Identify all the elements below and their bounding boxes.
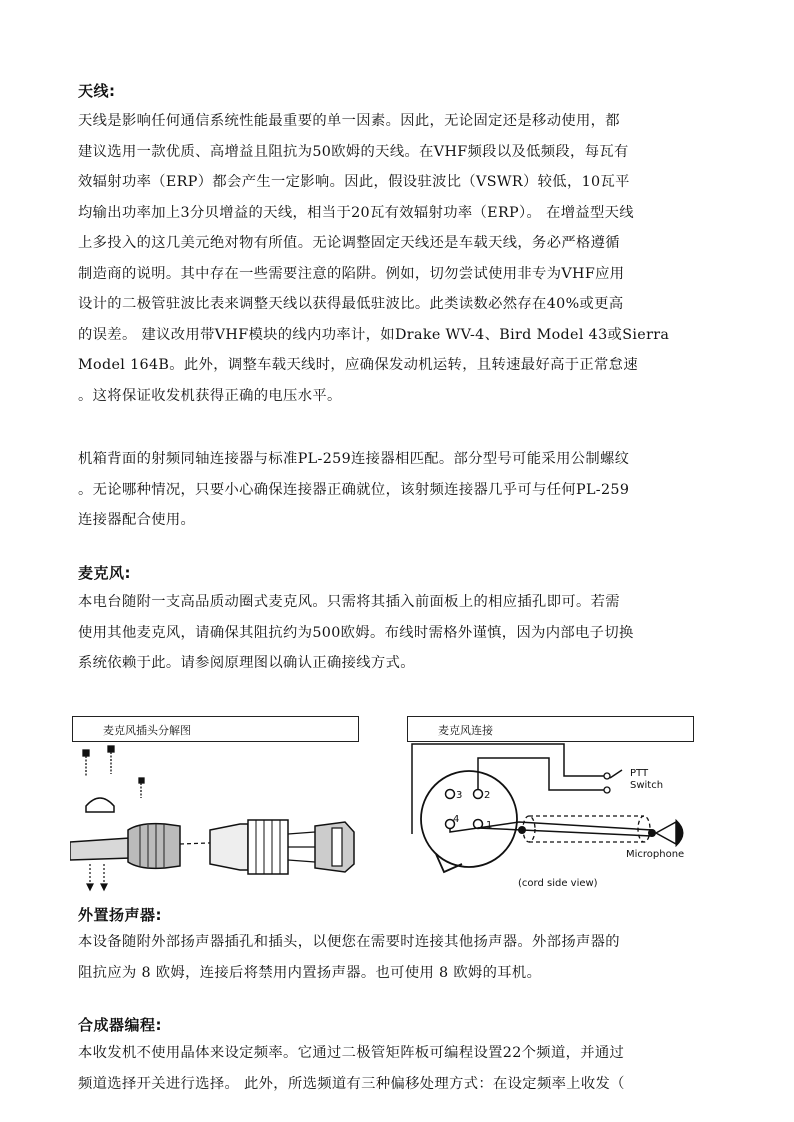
microphone-heading: 麦克风:: [78, 564, 131, 582]
threaded-shell: [248, 820, 288, 874]
paragraph-line: 制造商的说明。其中存在一些需要注意的陷阱。例如，切勿尝试使用非专为VHF应用: [78, 265, 625, 282]
switch-label: Switch: [630, 780, 664, 791]
paragraph-line: 本电台随附一支高品质动圈式麦克风。只需将其插入前面板上的相应插孔即可。若需: [78, 594, 620, 610]
connector-paragraph: [78, 444, 668, 536]
plug-body: [128, 824, 180, 869]
ptt-switch-contact: [604, 787, 610, 793]
paragraph-line: 天线是影响任何通信系统性能最重要的单一因素。因此，无论固定还是移动使用，都: [78, 113, 620, 129]
socket-outline: [421, 771, 517, 867]
pin-1-label: 1: [486, 820, 493, 831]
microphone-icon: [656, 822, 676, 844]
assembly-arrows: [87, 864, 107, 890]
antenna-paragraph: [78, 106, 668, 411]
paragraph-line: 连接器配合使用。: [78, 512, 196, 528]
pin-3-label: 3: [456, 790, 463, 801]
paragraph-line: 本收发机不使用晶体来设定频率。它通过二极管矩阵板可编程设置22个频道，并通过: [78, 1045, 625, 1061]
wiring-figure-label: 麦克风连接: [407, 716, 694, 742]
paragraph-line: 使用其他麦克风，请确保其阻抗约为500欧姆。布线时需格外谨慎，因为内部电子切换: [78, 624, 634, 641]
cable-clamp: [86, 798, 114, 812]
pin-2-label: 2: [484, 790, 491, 801]
coupling-ring: [210, 824, 248, 870]
speaker-paragraph: [78, 927, 668, 988]
microphone-label: Microphone: [626, 849, 685, 860]
cord-side-view-label: (cord side view): [518, 878, 598, 889]
shield-junction: [518, 826, 526, 834]
ptt-switch-lever: [610, 770, 622, 778]
pin-2-icon: [474, 790, 483, 799]
paragraph-line: 上多投入的这几美元绝对物有所值。无论调整固定天线还是车载天线，务必严格遵循: [78, 235, 620, 251]
paragraph-line: 机箱背面的射频同轴连接器与标准PL-259连接器相匹配。部分型号可能采用公制螺纹: [78, 451, 630, 467]
paragraph-line: 阻抗应为 8 欧姆，连接后将禁用内置扬声器。也可使用 8 欧姆的耳机。: [78, 964, 542, 981]
pin-4-label: 4: [453, 814, 460, 825]
ptt-label: PTT: [630, 768, 649, 779]
paragraph-line: 建议选用一款优质、高增益且阻抗为50欧姆的天线。在VHF频段以及低频段，每瓦有: [78, 143, 629, 160]
paragraph-line: 。这将保证收发机获得正确的电压水平。: [78, 387, 342, 404]
paragraph-line: 设计的二极管驻波比表来调整天线以获得最低驻波比。此类读数必然存在40%或更高: [78, 296, 624, 312]
paragraph-line: 系统依赖于此。请参阅原理图以确认正确接线方式。: [78, 655, 415, 671]
speaker-heading: 外置扬声器:: [78, 906, 162, 924]
paragraph-line: 本设备随附外部扬声器插孔和插头，以便您在需要时连接其他扬声器。外部扬声器的: [78, 934, 620, 950]
pin-3-icon: [446, 790, 455, 799]
paragraph-line: Model 164B。此外，调整车载天线时，应确保发动机运转，且转速最好高于正常怠速: [78, 357, 638, 373]
screw-icons: [83, 746, 144, 798]
ptt-switch-contact: [604, 773, 610, 779]
paragraph-line: 频道选择开关进行选择。 此外，所选频道有三种偏移处理方式：在设定频率上收发（: [78, 1075, 625, 1092]
microphone-head: [676, 820, 683, 846]
plug-figure-label: 麦克风插头分解图: [72, 716, 359, 742]
synth-paragraph: [78, 1038, 668, 1099]
paragraph-line: 效辐射功率（ERP）都会产生一定影响。因此，假设驻波比（VSWR）较低，10瓦平: [78, 174, 630, 190]
connector-pins: [288, 832, 315, 862]
paragraph-line: 均输出功率加上3分贝增益的天线，相当于20瓦有效辐射功率（ERP）。 在增益型天线: [78, 204, 634, 221]
microphone-paragraph: [78, 587, 668, 679]
insert-face: [332, 828, 342, 866]
antenna-heading: 天线:: [78, 82, 116, 100]
synth-heading: 合成器编程:: [78, 1016, 162, 1034]
paragraph-line: 。无论哪种情况，只要小心确保连接器正确就位，该射频连接器几乎可与任何PL-259: [78, 481, 630, 498]
paragraph-line: 的误差。 建议改用带VHF模块的线内功率计，如Drake WV-4、Bird Model 43或Sierra: [78, 326, 670, 343]
cable: [70, 838, 130, 860]
